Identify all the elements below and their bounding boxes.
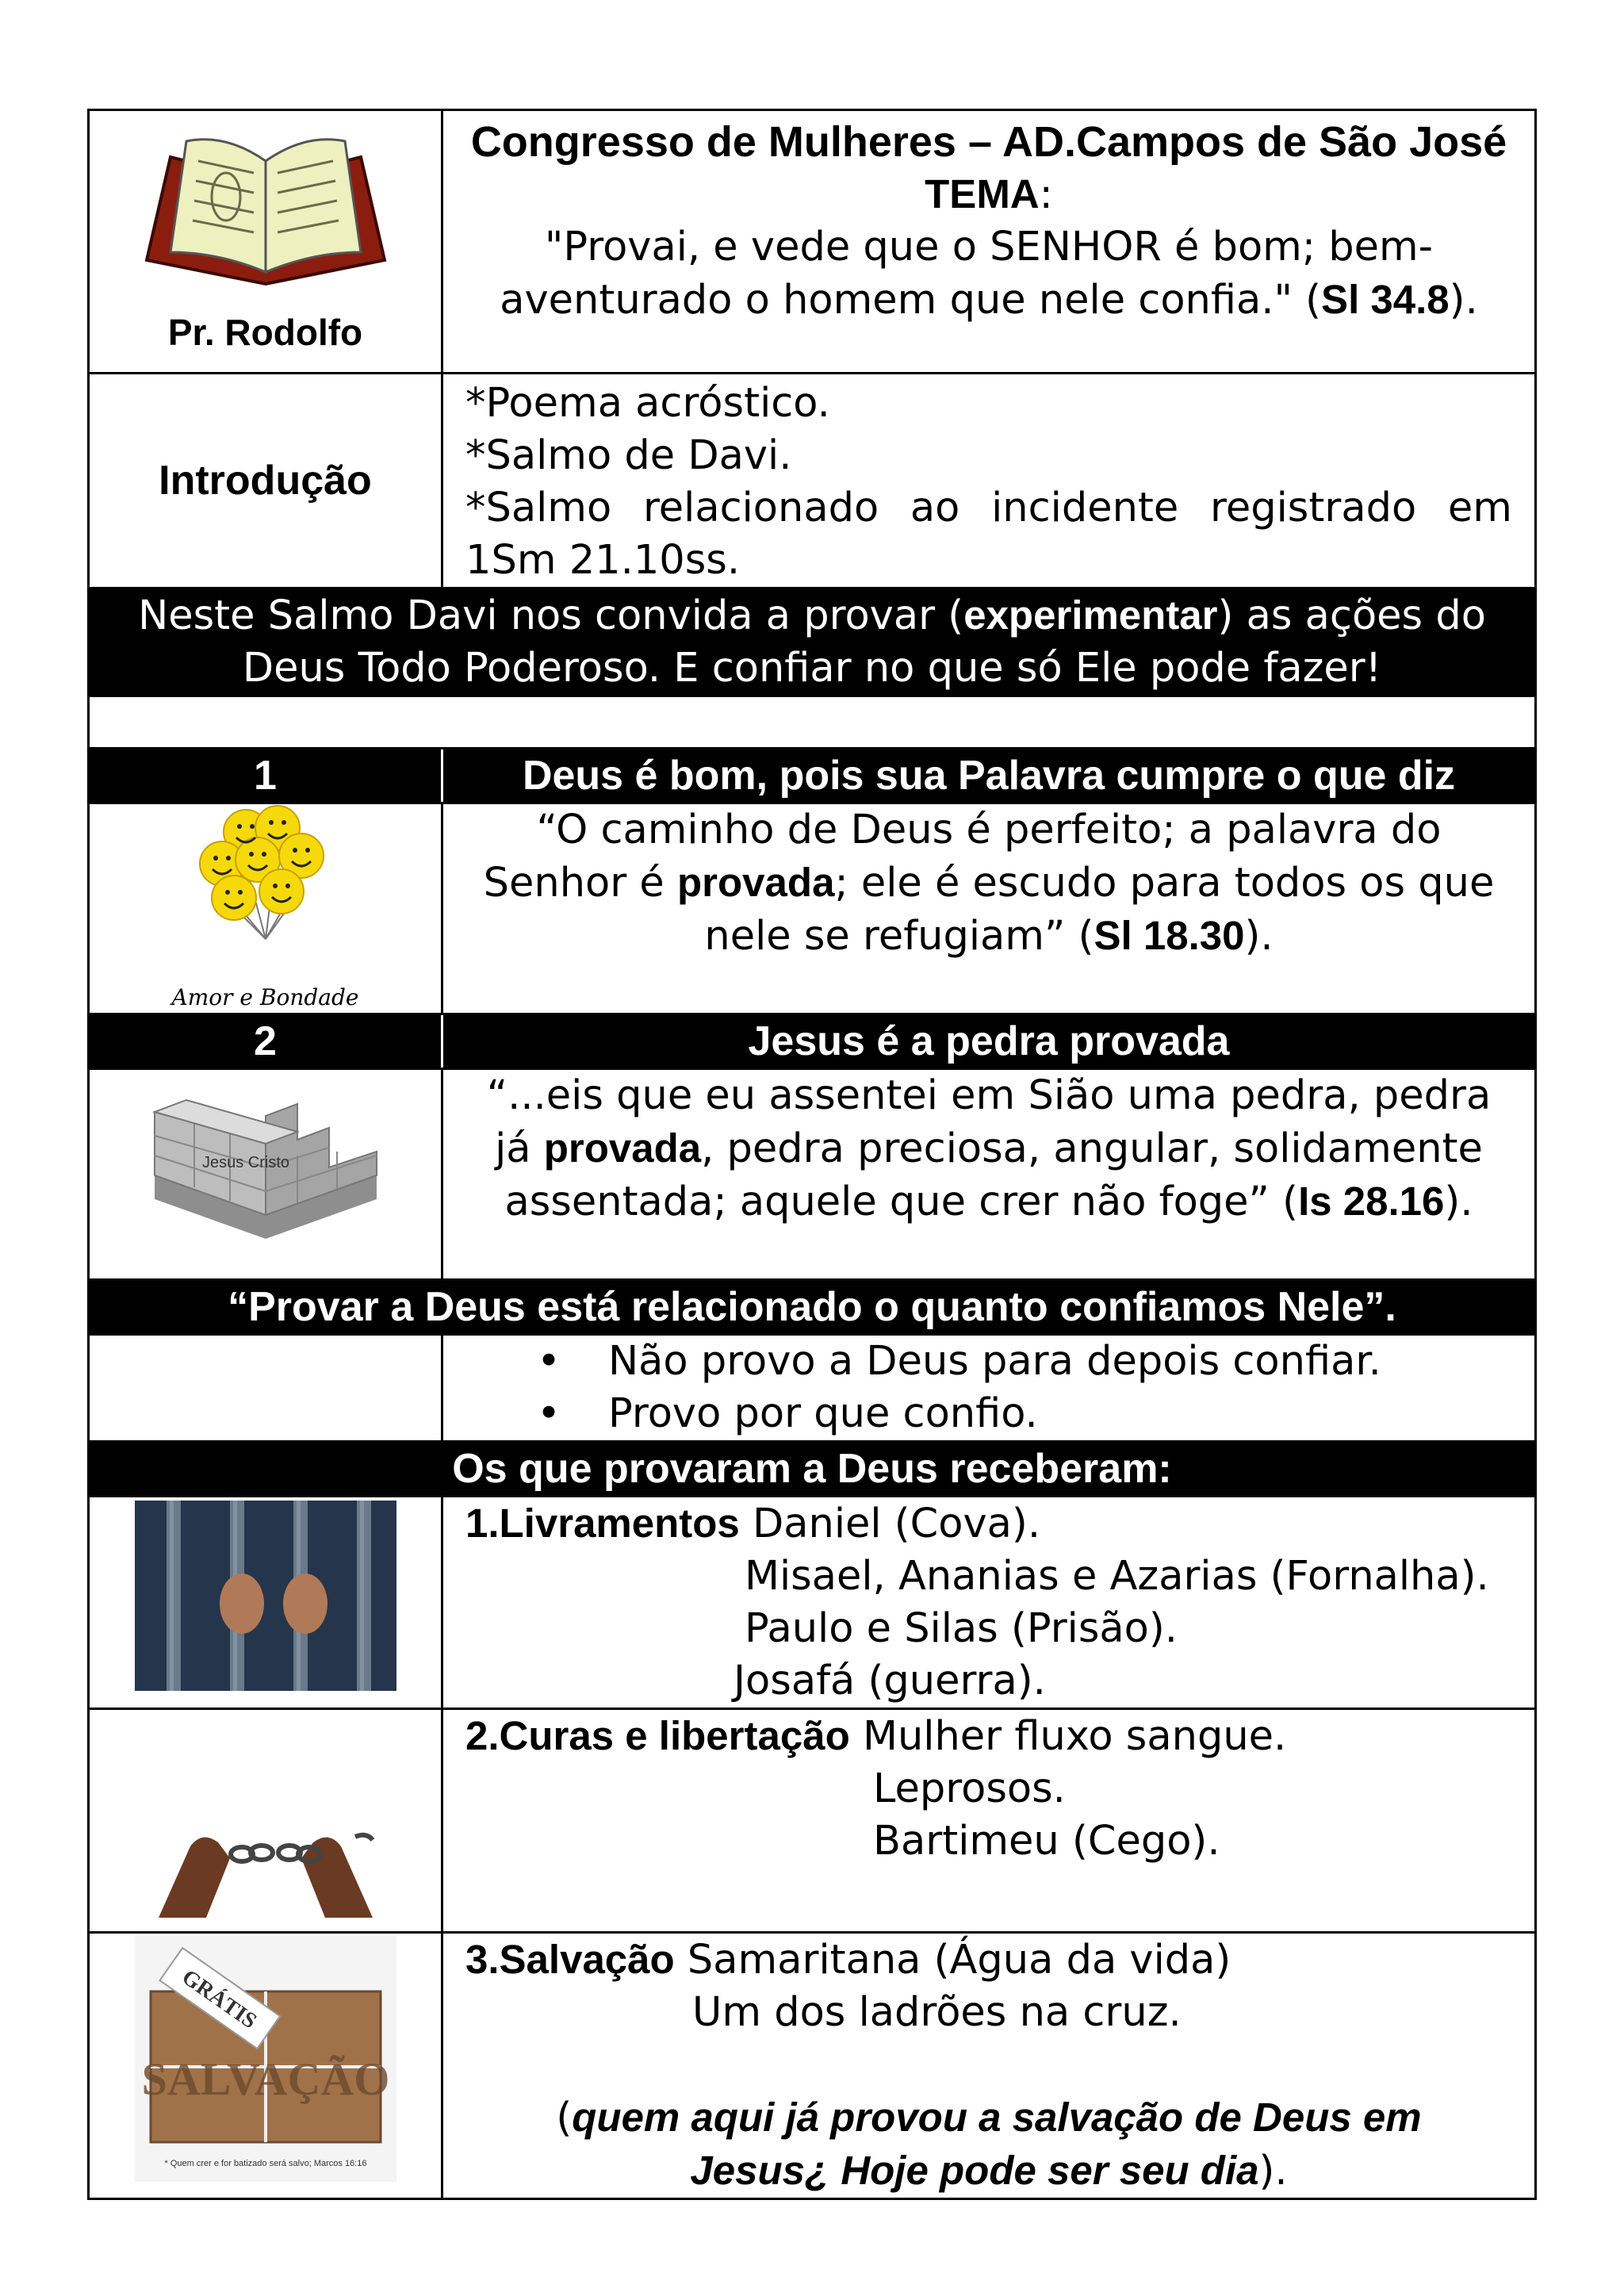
point1-header-row: [89, 749, 1536, 803]
livramentos-line: Misael, Ananias e Azarias (Fornalha).: [745, 1553, 1489, 1600]
outline-table: [87, 109, 1537, 2200]
intro-text-cell: [442, 374, 1536, 588]
bullet-item: • Não provo a Deus para depois confiar.: [608, 1336, 1512, 1388]
bullet-item: • Provo por que confio.: [608, 1388, 1512, 1440]
point1-image-cell: [89, 803, 442, 1014]
chains-image-cell: [89, 1709, 442, 1933]
salvacao-box-text: SALVAÇÃO: [141, 2053, 389, 2105]
salvation-gift-box-icon: [135, 1936, 396, 2182]
balloons-caption: Amor e Bondade: [171, 984, 359, 1010]
broken-chains-icon: [143, 1799, 389, 1918]
salvacao-cell: [442, 1933, 1536, 2199]
livramentos-first: Daniel (Cova).: [739, 1501, 1041, 1547]
smiley-balloons-icon: [147, 804, 385, 971]
header-row: [89, 110, 1536, 374]
curas-line: Bartimeu (Cego).: [873, 1818, 1220, 1865]
quote-banner: “Provar a Deus está relacionado o quanto confiamos Nele”.: [89, 1280, 1536, 1335]
point2-number: 2: [89, 1014, 442, 1069]
intro-line: *Salmo relacionado ao incidente registrado em 1Sm 21.10ss.: [465, 485, 1512, 584]
intro-line: *Poema acróstico.: [465, 380, 830, 427]
bullets-row: [89, 1335, 1536, 1442]
theme-cell: [442, 110, 1536, 374]
point2-header-row: [89, 1014, 1536, 1069]
livramentos-cell: [442, 1497, 1536, 1709]
curas-label: 2.Curas e libertação: [465, 1713, 850, 1758]
cornerstone-blocks-icon: [139, 1080, 393, 1255]
salvacao-label: 3.Salvação: [465, 1937, 675, 1982]
open-bible-icon: [139, 125, 393, 300]
livramentos-label: 1.Livramentos: [465, 1501, 740, 1546]
bullets-cell: [442, 1335, 1536, 1442]
livramentos-row: [89, 1497, 1536, 1709]
curas-first: Mulher fluxo sangue.: [849, 1713, 1287, 1760]
received-banner: Os que provaram a Deus receberam:: [89, 1442, 1536, 1497]
point2-title: Jesus é a pedra provada: [442, 1014, 1536, 1069]
curas-line: Leprosos.: [873, 1765, 1066, 1812]
theme-verse: "Provai, e vede que o SENHOR é bom; bem-aventurado o homem que nele confia." (Sl 34.8).: [500, 224, 1478, 324]
spacer-row: [89, 696, 1536, 749]
salvacao-first: Samaritana (Água da vida): [674, 1937, 1231, 1984]
bullets-empty-cell: [89, 1335, 442, 1442]
quote-banner-row: [89, 1280, 1536, 1335]
livramentos-line: Josafá (guerra).: [733, 1658, 1046, 1704]
received-banner-row: [89, 1442, 1536, 1497]
sermon-outline-sheet: [87, 109, 1537, 2200]
livramentos-line: Paulo e Silas (Prisão).: [745, 1605, 1178, 1652]
intro-line: *Salmo de Davi.: [465, 432, 792, 479]
jesus-cristo-label: Jesus Cristo: [201, 1154, 289, 1171]
salvation-footnote: * Quem crer e for batizado será salvo; Marcos 16:16: [164, 2159, 366, 2168]
spacer-cell: [89, 696, 1536, 749]
intro-row: [89, 374, 1536, 588]
salvation-image-cell: [89, 1933, 442, 2199]
tema-heading: TEMA:: [925, 171, 1053, 218]
gratis-tag-text: GRÁTIS: [177, 1964, 261, 2034]
point2-text: “...eis que eu assentei em Sião uma pedra, pedra já provada, pedra preciosa, angular, solidamente assentada; aquele que crer não foge” (Is 28.16).: [442, 1069, 1536, 1280]
intro-label: Introdução: [159, 457, 372, 504]
curas-row: [89, 1709, 1536, 1933]
point2-row: [89, 1069, 1536, 1280]
point2-image-cell: [89, 1069, 442, 1280]
prison-image-cell: [89, 1497, 442, 1709]
salvacao-question: (quem aqui já provou a salvação de Deus em Jesus¿ Hoje pode ser seu dia).: [556, 2095, 1422, 2194]
point1-row: [89, 803, 1536, 1014]
point1-text: “O caminho de Deus é perfeito; a palavra do Senhor é provada; ele é escudo para todos os que nele se refugiam” (Sl 18.30).: [442, 803, 1536, 1014]
congress-title: Congresso de Mulheres – AD.Campos de São José: [470, 118, 1507, 166]
salvacao-row: [89, 1933, 1536, 2199]
point1-number: 1: [89, 749, 442, 803]
salvacao-second: Um dos ladrões na cruz.: [692, 1989, 1182, 2036]
invitation-banner: Neste Salmo Davi nos convida a provar (experimentar) as ações do Deus Todo Poderoso. E confiar no que só Ele pode fazer!: [89, 588, 1536, 696]
invitation-banner-row: [89, 588, 1536, 696]
intro-label-cell: [89, 374, 442, 588]
author-name: Pr. Rodolfo: [167, 311, 363, 353]
point1-title: Deus é bom, pois sua Palavra cumpre o que diz: [442, 749, 1536, 803]
book-logo-cell: [89, 110, 442, 374]
prison-bars-icon: [135, 1501, 396, 1691]
curas-cell: [442, 1709, 1536, 1933]
